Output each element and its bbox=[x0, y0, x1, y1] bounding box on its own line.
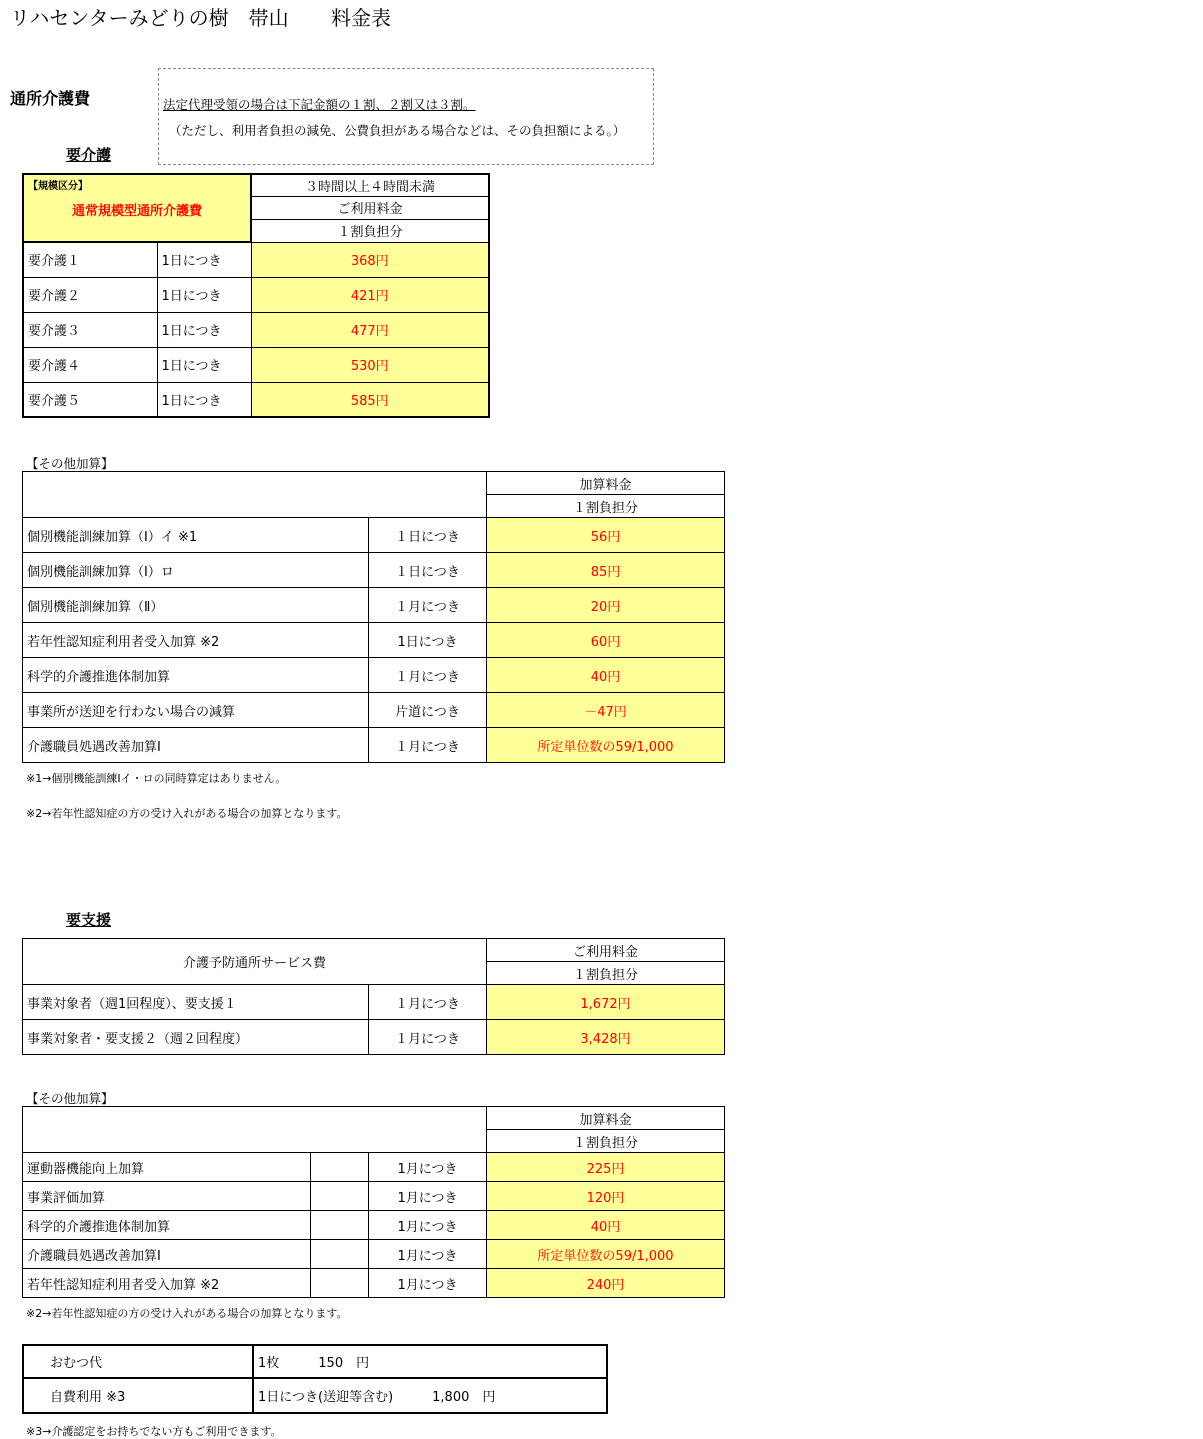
care-level: 要介護４ bbox=[23, 347, 157, 382]
table-row bbox=[23, 1240, 725, 1269]
addon-name: 事業所が送迎を行わない場合の減算 bbox=[23, 693, 369, 728]
extra-name: 自費利用 ※3 bbox=[23, 1378, 253, 1413]
care-unit: 1日につき bbox=[157, 312, 251, 347]
care-price: 368円 bbox=[251, 242, 489, 277]
care-addons-note-1: ※1→個別機能訓練Ⅰイ・ロの同時算定はありません。 bbox=[26, 772, 287, 785]
care-price: 530円 bbox=[251, 347, 489, 382]
support-addon-unit: 1月につき bbox=[369, 1211, 487, 1240]
care-level: 要介護３ bbox=[23, 312, 157, 347]
addon-unit: １月につき bbox=[369, 728, 487, 763]
care-price: 477円 bbox=[251, 312, 489, 347]
care-unit: 1日につき bbox=[157, 347, 251, 382]
table-row bbox=[23, 1269, 725, 1298]
support-addon-fee-header: 加算料金 bbox=[487, 1107, 725, 1130]
notice-line-2: （ただし、利用者負担の減免、公費負担がある場合などは、その負担額による。） bbox=[169, 123, 626, 138]
addon-name: 個別機能訓練加算（Ⅰ）イ ※1 bbox=[23, 518, 369, 553]
table-row bbox=[23, 623, 725, 658]
table-row bbox=[23, 347, 489, 382]
support-addons-table bbox=[22, 1106, 725, 1298]
col-addon-share-header: １割負担分 bbox=[487, 495, 725, 518]
addon-name: 科学的介護推進体制加算 bbox=[23, 658, 369, 693]
support-name: 事業対象者（週1回程度）、要支援１ bbox=[23, 985, 369, 1020]
page-title bbox=[10, 2, 391, 31]
addon-unit: １日につき bbox=[369, 518, 487, 553]
addon-unit: 片道につき bbox=[369, 693, 487, 728]
support-addon-name: 事業評価加算 bbox=[23, 1182, 311, 1211]
addon-price: 85円 bbox=[487, 553, 725, 588]
support-addons-label: 【その他加算】 bbox=[26, 1091, 114, 1106]
table-row bbox=[23, 518, 725, 553]
support-addon-price: 120円 bbox=[487, 1182, 725, 1211]
support-unit: １月につき bbox=[369, 985, 487, 1020]
scale-tag: 【規模区分】 bbox=[28, 181, 88, 192]
addon-price: 56円 bbox=[487, 518, 725, 553]
support-col-share-header: １割負担分 bbox=[487, 962, 725, 985]
table-row bbox=[23, 693, 725, 728]
addon-name: 介護職員処遇改善加算Ⅰ bbox=[23, 728, 369, 763]
addon-name: 個別機能訓練加算（Ⅱ） bbox=[23, 588, 369, 623]
notice-box bbox=[158, 68, 654, 165]
support-price: 1,672円 bbox=[487, 985, 725, 1020]
care-heading: 要介護 bbox=[66, 146, 112, 164]
table-row bbox=[23, 382, 489, 417]
notice-line-1: 法定代理受領の場合は下記金額の１割、２割又は３割。 bbox=[163, 97, 476, 112]
scale-cell bbox=[23, 174, 251, 242]
care-price: 585円 bbox=[251, 382, 489, 417]
table-row bbox=[23, 1378, 607, 1413]
facility-name: リハセンターみどりの樹 帯山 bbox=[10, 6, 289, 30]
support-addon-blank bbox=[311, 1153, 369, 1182]
table-row bbox=[23, 658, 725, 693]
care-level: 要介護１ bbox=[23, 242, 157, 277]
care-fee-table bbox=[22, 173, 490, 418]
support-name: 事業対象者・要支援２（週２回程度） bbox=[23, 1020, 369, 1055]
care-level: 要介護５ bbox=[23, 382, 157, 417]
scale-name: 通常規模型通所介護費 bbox=[72, 204, 203, 219]
table-row bbox=[23, 312, 489, 347]
addon-unit: １月につき bbox=[369, 588, 487, 623]
document-title: 料金表 bbox=[330, 6, 391, 30]
support-addon-price: 所定単位数の59/1,000 bbox=[487, 1240, 725, 1269]
extras-note: ※3→介護認定をお持ちでない方もご利用できます。 bbox=[26, 1425, 282, 1438]
table-row bbox=[23, 1345, 607, 1378]
table-row bbox=[23, 728, 725, 763]
support-heading: 要支援 bbox=[66, 911, 112, 929]
addon-name: 若年性認知症利用者受入加算 ※2 bbox=[23, 623, 369, 658]
addon-price: 40円 bbox=[487, 658, 725, 693]
table-row bbox=[23, 1182, 725, 1211]
support-addon-share-header: １割負担分 bbox=[487, 1130, 725, 1153]
support-unit: １月につき bbox=[369, 1020, 487, 1055]
support-addon-unit: 1月につき bbox=[369, 1153, 487, 1182]
col-time-header: ３時間以上４時間未満 bbox=[251, 174, 489, 196]
section-heading-day-care: 通所介護費 bbox=[10, 89, 91, 108]
support-price: 3,428円 bbox=[487, 1020, 725, 1055]
addon-unit: １月につき bbox=[369, 658, 487, 693]
support-addon-price: 40円 bbox=[487, 1211, 725, 1240]
col-addon-fee-header: 加算料金 bbox=[487, 472, 725, 495]
addons-blank-header bbox=[23, 472, 487, 518]
extra-name: おむつ代 bbox=[23, 1345, 253, 1378]
support-addon-blank bbox=[311, 1269, 369, 1298]
support-addons-note: ※2→若年性認知症の方の受け入れがある場合の加算となります。 bbox=[26, 1307, 348, 1320]
support-addon-unit: 1月につき bbox=[369, 1240, 487, 1269]
care-addons-table bbox=[22, 471, 725, 763]
extra-detail: 1日につき(送迎等含む) 1,800 円 bbox=[253, 1378, 607, 1413]
addon-price: 60円 bbox=[487, 623, 725, 658]
support-fee-table bbox=[22, 938, 725, 1055]
table-row bbox=[23, 1020, 725, 1055]
support-addon-name: 運動器機能向上加算 bbox=[23, 1153, 311, 1182]
table-row bbox=[23, 242, 489, 277]
support-addon-blank bbox=[311, 1240, 369, 1269]
support-addons-blank-header bbox=[23, 1107, 487, 1153]
support-addon-blank bbox=[311, 1211, 369, 1240]
table-row bbox=[23, 277, 489, 312]
care-unit: 1日につき bbox=[157, 242, 251, 277]
support-addon-name: 科学的介護推進体制加算 bbox=[23, 1211, 311, 1240]
care-unit: 1日につき bbox=[157, 382, 251, 417]
extra-detail: 1枚 150 円 bbox=[253, 1345, 607, 1378]
extras-table bbox=[22, 1344, 608, 1414]
col-share-header: １割負担分 bbox=[251, 219, 489, 242]
care-level: 要介護２ bbox=[23, 277, 157, 312]
table-row bbox=[23, 553, 725, 588]
table-row bbox=[23, 588, 725, 623]
support-addon-blank bbox=[311, 1182, 369, 1211]
addon-price: 20円 bbox=[487, 588, 725, 623]
table-row bbox=[23, 1211, 725, 1240]
addon-unit: 1日につき bbox=[369, 623, 487, 658]
care-addons-label: 【その他加算】 bbox=[26, 456, 114, 471]
support-addon-price: 225円 bbox=[487, 1153, 725, 1182]
support-col-fee-header: ご利用料金 bbox=[487, 939, 725, 962]
support-addon-unit: 1月につき bbox=[369, 1269, 487, 1298]
care-addons-note-2: ※2→若年性認知症の方の受け入れがある場合の加算となります。 bbox=[26, 807, 348, 820]
table-row bbox=[23, 985, 725, 1020]
addon-price: 所定単位数の59/1,000 bbox=[487, 728, 725, 763]
col-fee-header: ご利用料金 bbox=[251, 196, 489, 219]
support-addon-name: 若年性認知症利用者受入加算 ※2 bbox=[23, 1269, 311, 1298]
support-addon-name: 介護職員処遇改善加算Ⅰ bbox=[23, 1240, 311, 1269]
support-addon-price: 240円 bbox=[487, 1269, 725, 1298]
support-addon-unit: 1月につき bbox=[369, 1182, 487, 1211]
addon-unit: １日につき bbox=[369, 553, 487, 588]
addon-name: 個別機能訓練加算（Ⅰ）ロ bbox=[23, 553, 369, 588]
table-row bbox=[23, 1153, 725, 1182]
care-price: 421円 bbox=[251, 277, 489, 312]
care-unit: 1日につき bbox=[157, 277, 251, 312]
addon-price: －47円 bbox=[487, 693, 725, 728]
support-service-name: 介護予防通所サービス費 bbox=[23, 939, 487, 985]
